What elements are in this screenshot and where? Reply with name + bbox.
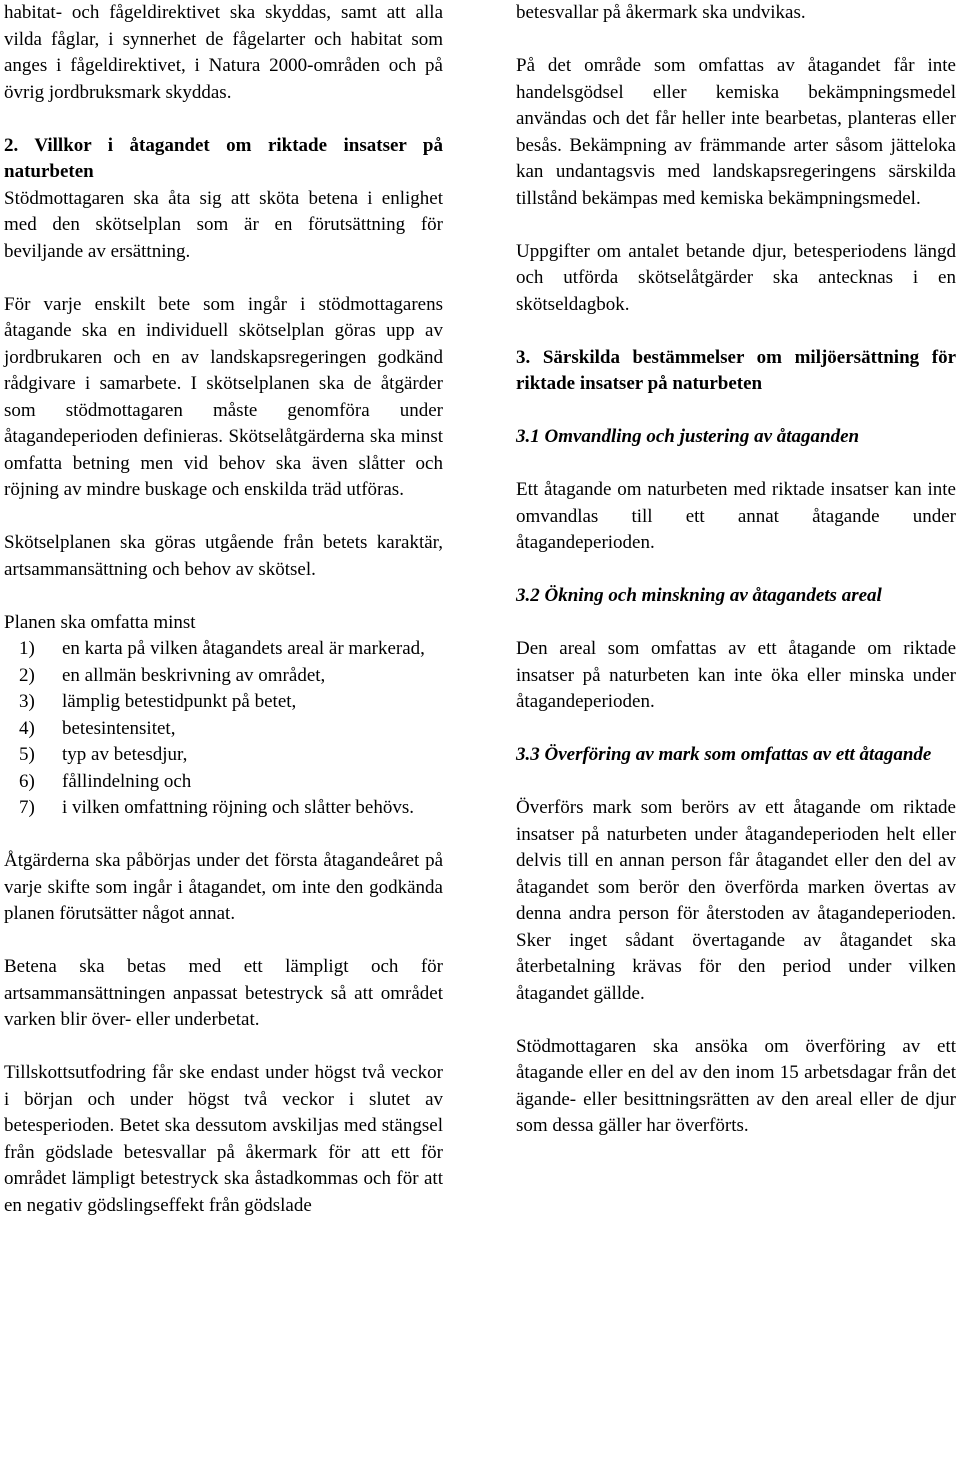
list-number: 7)	[19, 797, 35, 818]
paragraph: Åtgärderna ska påbörjas under det första åtagandeåret på varje skifte som ingår i åtagandet, om inte den godkända planen förutsätter något annat.	[4, 850, 443, 924]
list-number: 2)	[19, 664, 35, 686]
list-text: en karta på vilken åtagandets areal är markerad,	[62, 638, 425, 659]
list-item	[4, 795, 443, 822]
list-text: en allmän beskrivning av området,	[62, 664, 326, 686]
section-3-2-heading: 3.2 Ökning och minskning av åtagandets areal	[516, 585, 882, 606]
paragraph: Stödmottagaren ska åta sig att sköta betena i enlighet med den skötselplan som är en förutsättning för beviljande av ersättning.	[4, 187, 443, 262]
list-item	[4, 769, 443, 796]
left-column	[4, 0, 443, 1219]
paragraph: Den areal som omfattas av ett åtagande om riktade insatser på naturbeten kan inte öka eller minska under åtagandeperioden.	[516, 638, 956, 712]
list-item	[4, 663, 443, 690]
list-intro: Planen ska omfatta minst	[4, 611, 196, 633]
paragraph: Stödmottagaren ska ansöka om överföring av ett åtagande eller en del av den inom 15 arbetsdagar från det ägande- eller besittningsrätten av den areal eller de djur som dessa gäller har överförts.	[516, 1035, 956, 1136]
list-text: lämplig betestidpunkt på betet,	[62, 691, 297, 712]
list-number: 4)	[19, 717, 35, 739]
list-text: betesintensitet,	[62, 717, 176, 739]
right-column	[516, 0, 956, 1140]
paragraph: Tillskottsutfodring får ske endast under högst två veckor i början och under högst två veckor i slutet av betesperioden. Betet ska dessutom avskiljas med stängsel från gödslade betesvallar på åkermark för att ett för området lämpligt betestryck ska åstadkommas och för att en negativ gödslingseffekt från gödslade	[4, 1062, 443, 1216]
list-text: i vilken omfattning röjning och slåtter behövs.	[62, 797, 414, 818]
continued-paragraph: betesvallar på åkermark ska undvikas.	[516, 2, 806, 23]
list-number: 6)	[19, 770, 35, 792]
list-number: 5)	[19, 744, 35, 765]
paragraph: Ett åtagande om naturbeten med riktade insatser kan inte omvandlas till ett annat åtagande under åtagandeperioden.	[516, 479, 956, 553]
list-item	[4, 742, 443, 769]
list-item	[4, 716, 443, 743]
paragraph: Skötselplanen ska göras utgående från betets karaktär, artsammansättning och behov av skötsel.	[4, 532, 443, 580]
intro-paragraph: habitat- och fågeldirektivet ska skyddas, samt att alla vilda fåglar, i synnerhet de fågelarter och habitat som anges i fågeldirektivet, i Natura 2000-områden och på övrig jordbruksmark skyddas.	[4, 2, 443, 103]
list-text: fållindelning och	[62, 770, 192, 792]
section-3-1-heading: 3.1 Omvandling och justering av åtaganden	[516, 426, 860, 447]
list-item	[4, 636, 443, 663]
section-3-3-heading: 3.3 Överföring av mark som omfattas av ett åtagande	[516, 744, 932, 765]
paragraph: Överförs mark som berörs av ett åtagande om riktade insatser på naturbeten under åtagandeperioden helt eller delvis till en annan person får åtagandet eller den del av åtagandet som berör den överförda marken övertas av denna andra person för återstoden av åtagandeperioden. Sker inget sådant övertagande av åtagandet ska återbetalning krävas för den period under vilken åtagandet gällde.	[516, 797, 956, 1004]
section-2-heading: 2. Villkor i åtagandet om riktade insatser på naturbeten	[4, 134, 443, 182]
paragraph: Uppgifter om antalet betande djur, betesperiodens längd och utförda skötselåtgärder ska antecknas i en skötseldagbok.	[516, 240, 956, 315]
paragraph: Betena ska betas med ett lämpligt och för artsammansättningen anpassat betestryck så att området varken blir över- eller underbetat.	[4, 956, 443, 1030]
list-text: typ av betesdjur,	[62, 744, 188, 765]
list-number: 1)	[19, 638, 35, 659]
list-item	[4, 689, 443, 716]
paragraph: På det område som omfattas av åtagandet får inte handelsgödsel eller kemiska bekämpningsmedel användas och det får heller inte bearbetas, planteras eller besås. Bekämpning av främmande arter såsom jätteloka kan undantagsvis med landskapsregeringens särskilda tillstånd bekämpas med kemiska bekämpningsmedel.	[516, 55, 956, 209]
section-3-heading: 3. Särskilda bestämmelser om miljöersättning för riktade insatser på naturbeten	[516, 346, 956, 394]
requirements-list	[4, 636, 443, 822]
list-number: 3)	[19, 691, 35, 712]
paragraph: För varje enskilt bete som ingår i stödmottagarens åtagande ska en individuell skötselplan göras upp av jordbrukaren och en av landskapsregeringen godkänd rådgivare i samarbete. I skötselplanen ska de åtgärder som stödmottagaren måste genomföra under åtagandeperioden definieras. Skötselåtgärderna ska minst omfatta betning men vid behov ska även slåtter och röjning av mindre buskage och enskilda träd utföras.	[4, 293, 443, 500]
